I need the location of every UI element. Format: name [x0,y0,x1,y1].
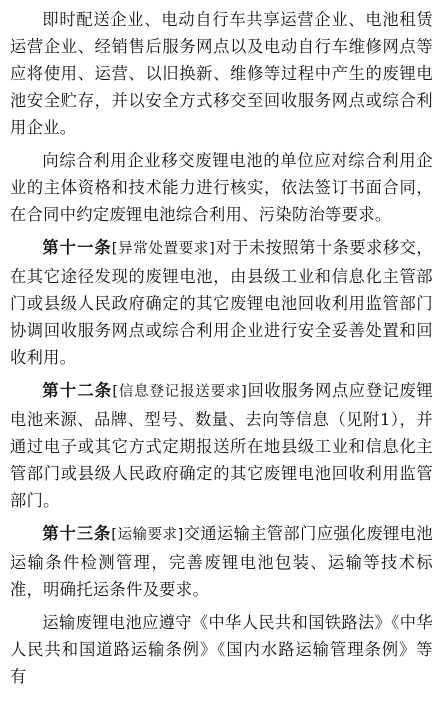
article-13 [10,520,433,603]
article-12 [10,377,433,514]
article-number: 第十二条 [42,381,113,400]
paragraph-contract-verification: 向综合利用企业移交废锂电池的单位应对综合利用企业的主体资格和技术能力进行核实，依法签订书面合同，在合同中约定废锂电池综合利用、污染防治等要求。 [10,151,433,224]
article-body: 对于未按照第十条要求移交，在其它途径发现的废锂电池，由县级工业和信息化主管部门或县级人民政府确定的其它废锂电池回收利用监管部门协调回收服务网点或综合利用企业进行安全妥善处置和回收利用。 [10,238,433,367]
article-number: 第十一条 [42,238,112,257]
paragraph-storage-transfer: 即时配送企业、电动自行车共享运营企业、电池租赁运营企业、经销售后服务网点以及电动自行车维修网点等应将使用、运营、以旧换新、维修等过程中产生的废锂电池安全贮存，并以安全方式移交至回收服务网点或综合利用企业。 [10,10,433,137]
article-tag: [异常处置要求] [111,241,216,257]
paragraph-transport-laws: 运输废锂电池应遵守《中华人民共和国铁路法》《中华人民共和国道路运输条例》《国内水路运输管理条例》等有 [10,613,433,686]
article-body: 回收服务网点应登记废锂电池来源、品牌、型号、数量、去向等信息（见附1），并通过电子或其它方式定期报送所在地县级工业和信息化主管部门或县级人民政府确定的其它废锂电池回收利用监管部门。 [10,381,433,510]
article-number: 第十三条 [42,524,112,543]
article-body: 交通运输主管部门应强化废锂电池运输条件检测管理，完善废锂电池包装、运输等技术标准，明确托运条件及要求。 [10,524,433,599]
article-11 [10,234,433,371]
article-tag: [运输要求] [111,527,184,543]
article-tag: [信息登记报送要求] [112,384,248,400]
